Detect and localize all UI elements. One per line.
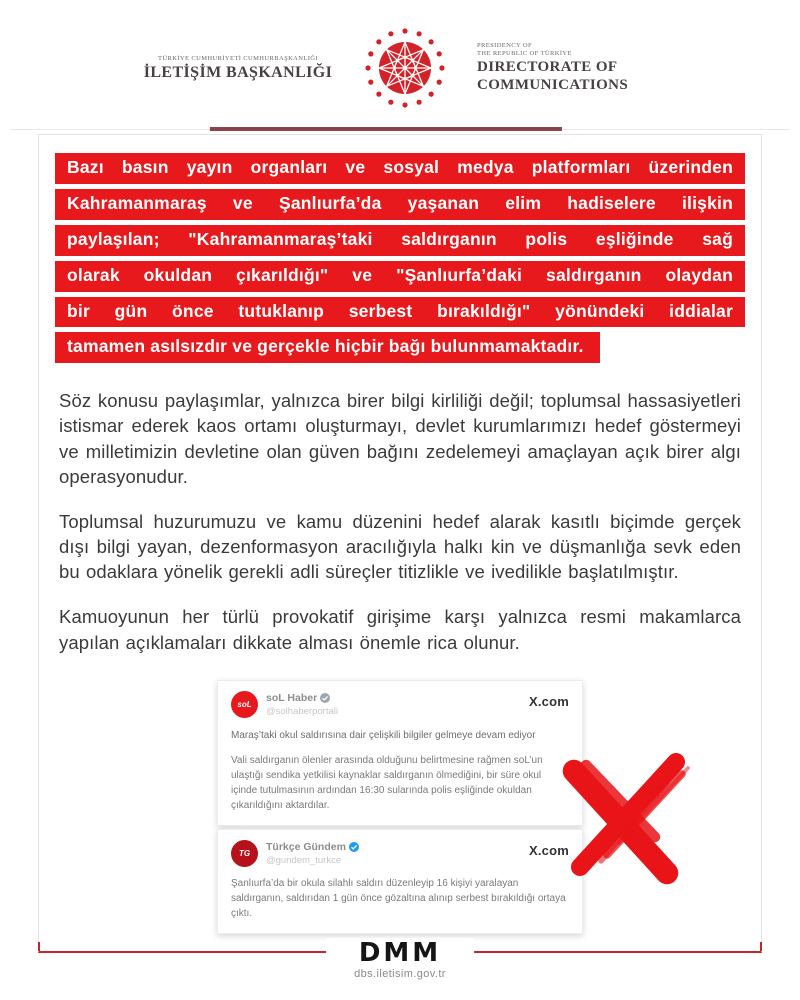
tweet-text: Vali saldırganın ölenler arasında olduğunu belirtmesine rağmen soL’un ulaştığı sendika yetkilisi kaynaklar saldırganın ölmediğini, bir süre okul içinde tutulmasının ardından 16:30 sularında polis eşliğinde okuldan çıkarıldığını aktardılar. [231, 754, 543, 811]
gov-logo-turkish-title: İLETİŞİM BAŞKANLIĞI [143, 63, 333, 81]
statement-body [55, 388, 745, 654]
highlight-line: olarak okuldan çıkarıldığı" ve "Şanlıurfa’daki saldırganın olaydan [55, 261, 745, 292]
gov-logo-english-small-2: THE REPUBLIC OF TÜRKİYE [477, 50, 572, 58]
gov-logo-turkish [143, 55, 333, 82]
statement-paragraph: Kamuoyunun her türlü provokatif girişime karşı yalnızca resmi makamlarca yapılan açıklamaları dikkate alması önemle rica olunur. [59, 606, 741, 653]
tweet-text: Maraş’taki okul saldırısına dair çelişkili bilgiler gelmeye devam ediyor [231, 730, 536, 741]
tweet-avatar: soL [231, 691, 258, 718]
tweet-author-name: Türkçe Gündem [266, 840, 346, 853]
gov-logo-english-small-1: PRESIDENCY OF [477, 42, 532, 50]
divider-accent-bar [210, 127, 562, 131]
gov-logo-turkish-small: TÜRKİYE CUMHURİYETİ CUMHURBAŞKANLIĞI [158, 54, 318, 62]
verified-badge-icon [349, 842, 359, 852]
statement-paragraph: Söz konusu paylaşımlar, yalnızca birer bilgi kirliliği değil; toplumsal hassasiyetleri istismar ederek kaos ortamı oluşturmayı, devlet kurumlarımızı hedef göstermeyi ve milletimizin devletine olan güven bağını zedelemeyi amaçlayan açık birer algı operasyonudur. [59, 390, 741, 487]
footer-url: dbs.iletisim.gov.tr [354, 968, 446, 980]
dmm-logo-text: DMM [358, 938, 442, 968]
tweet-author-handle: @solhaberportali [266, 706, 338, 717]
directorate-emblem-icon [363, 26, 447, 110]
tweet-avatar: TG [231, 840, 258, 867]
gov-logo-english-title-2: COMMUNICATIONS [477, 77, 629, 94]
tweet-author-handle: @gundem_turkce [266, 854, 342, 866]
verified-badge-icon [320, 693, 330, 703]
header [0, 20, 800, 116]
tweet-card-turkce-gundem [217, 829, 583, 934]
xcom-label: X.com [528, 842, 569, 858]
statement-card [38, 134, 762, 953]
statement-paragraph: Toplumsal huzurumuzu ve kamu düzenini hedef alarak kasıtlı biçimde gerçek dışı bilgi yayan, dezenformasyon aracılığıyla halkı kin ve düşmanlığa sevk eden bu odaklara yönelik gerekli adli süreçler titizlikle ve ivedilikle başlatılmıştır. [59, 510, 741, 583]
highlight-line: bir gün önce tutuklanıp serbest bırakıldığı" yönündeki iddialar [55, 297, 745, 328]
tweet-text: Şanlıurfa’da bir okula silahlı saldırı düzenleyip 16 kişiyi yaralayan saldırganın, saldırıdan 1 gün önce gözaltına alınıp serbest bırakıldığı ortaya çıktı. [231, 877, 566, 919]
highlight-line: tamamen asılsızdır ve gerçekle hiçbir bağı bulunmamaktadır. [55, 332, 600, 363]
xcom-label: X.com [528, 694, 569, 709]
gov-logo-english-title-1: DIRECTORATE OF [477, 59, 618, 76]
highlight-block [55, 153, 745, 368]
tweet-author-name: soL Haber [266, 692, 318, 704]
tweets-section [39, 680, 761, 934]
highlight-line: paylaşılan; "Kahramanmaraş’taki saldırganın polis eşliğinde sağ [55, 225, 745, 256]
header-divider [0, 127, 800, 133]
highlight-line: Kahramanmaraş ve Şanlıurfa’da yaşanan elim hadiselere ilişkin [55, 189, 745, 220]
highlight-line: Bazı basın yayın organları ve sosyal medya platformları üzerinden [55, 153, 745, 184]
tweet-card-sol-haber [217, 680, 583, 826]
gov-logo-english [477, 42, 657, 94]
footer-logo [326, 938, 474, 980]
